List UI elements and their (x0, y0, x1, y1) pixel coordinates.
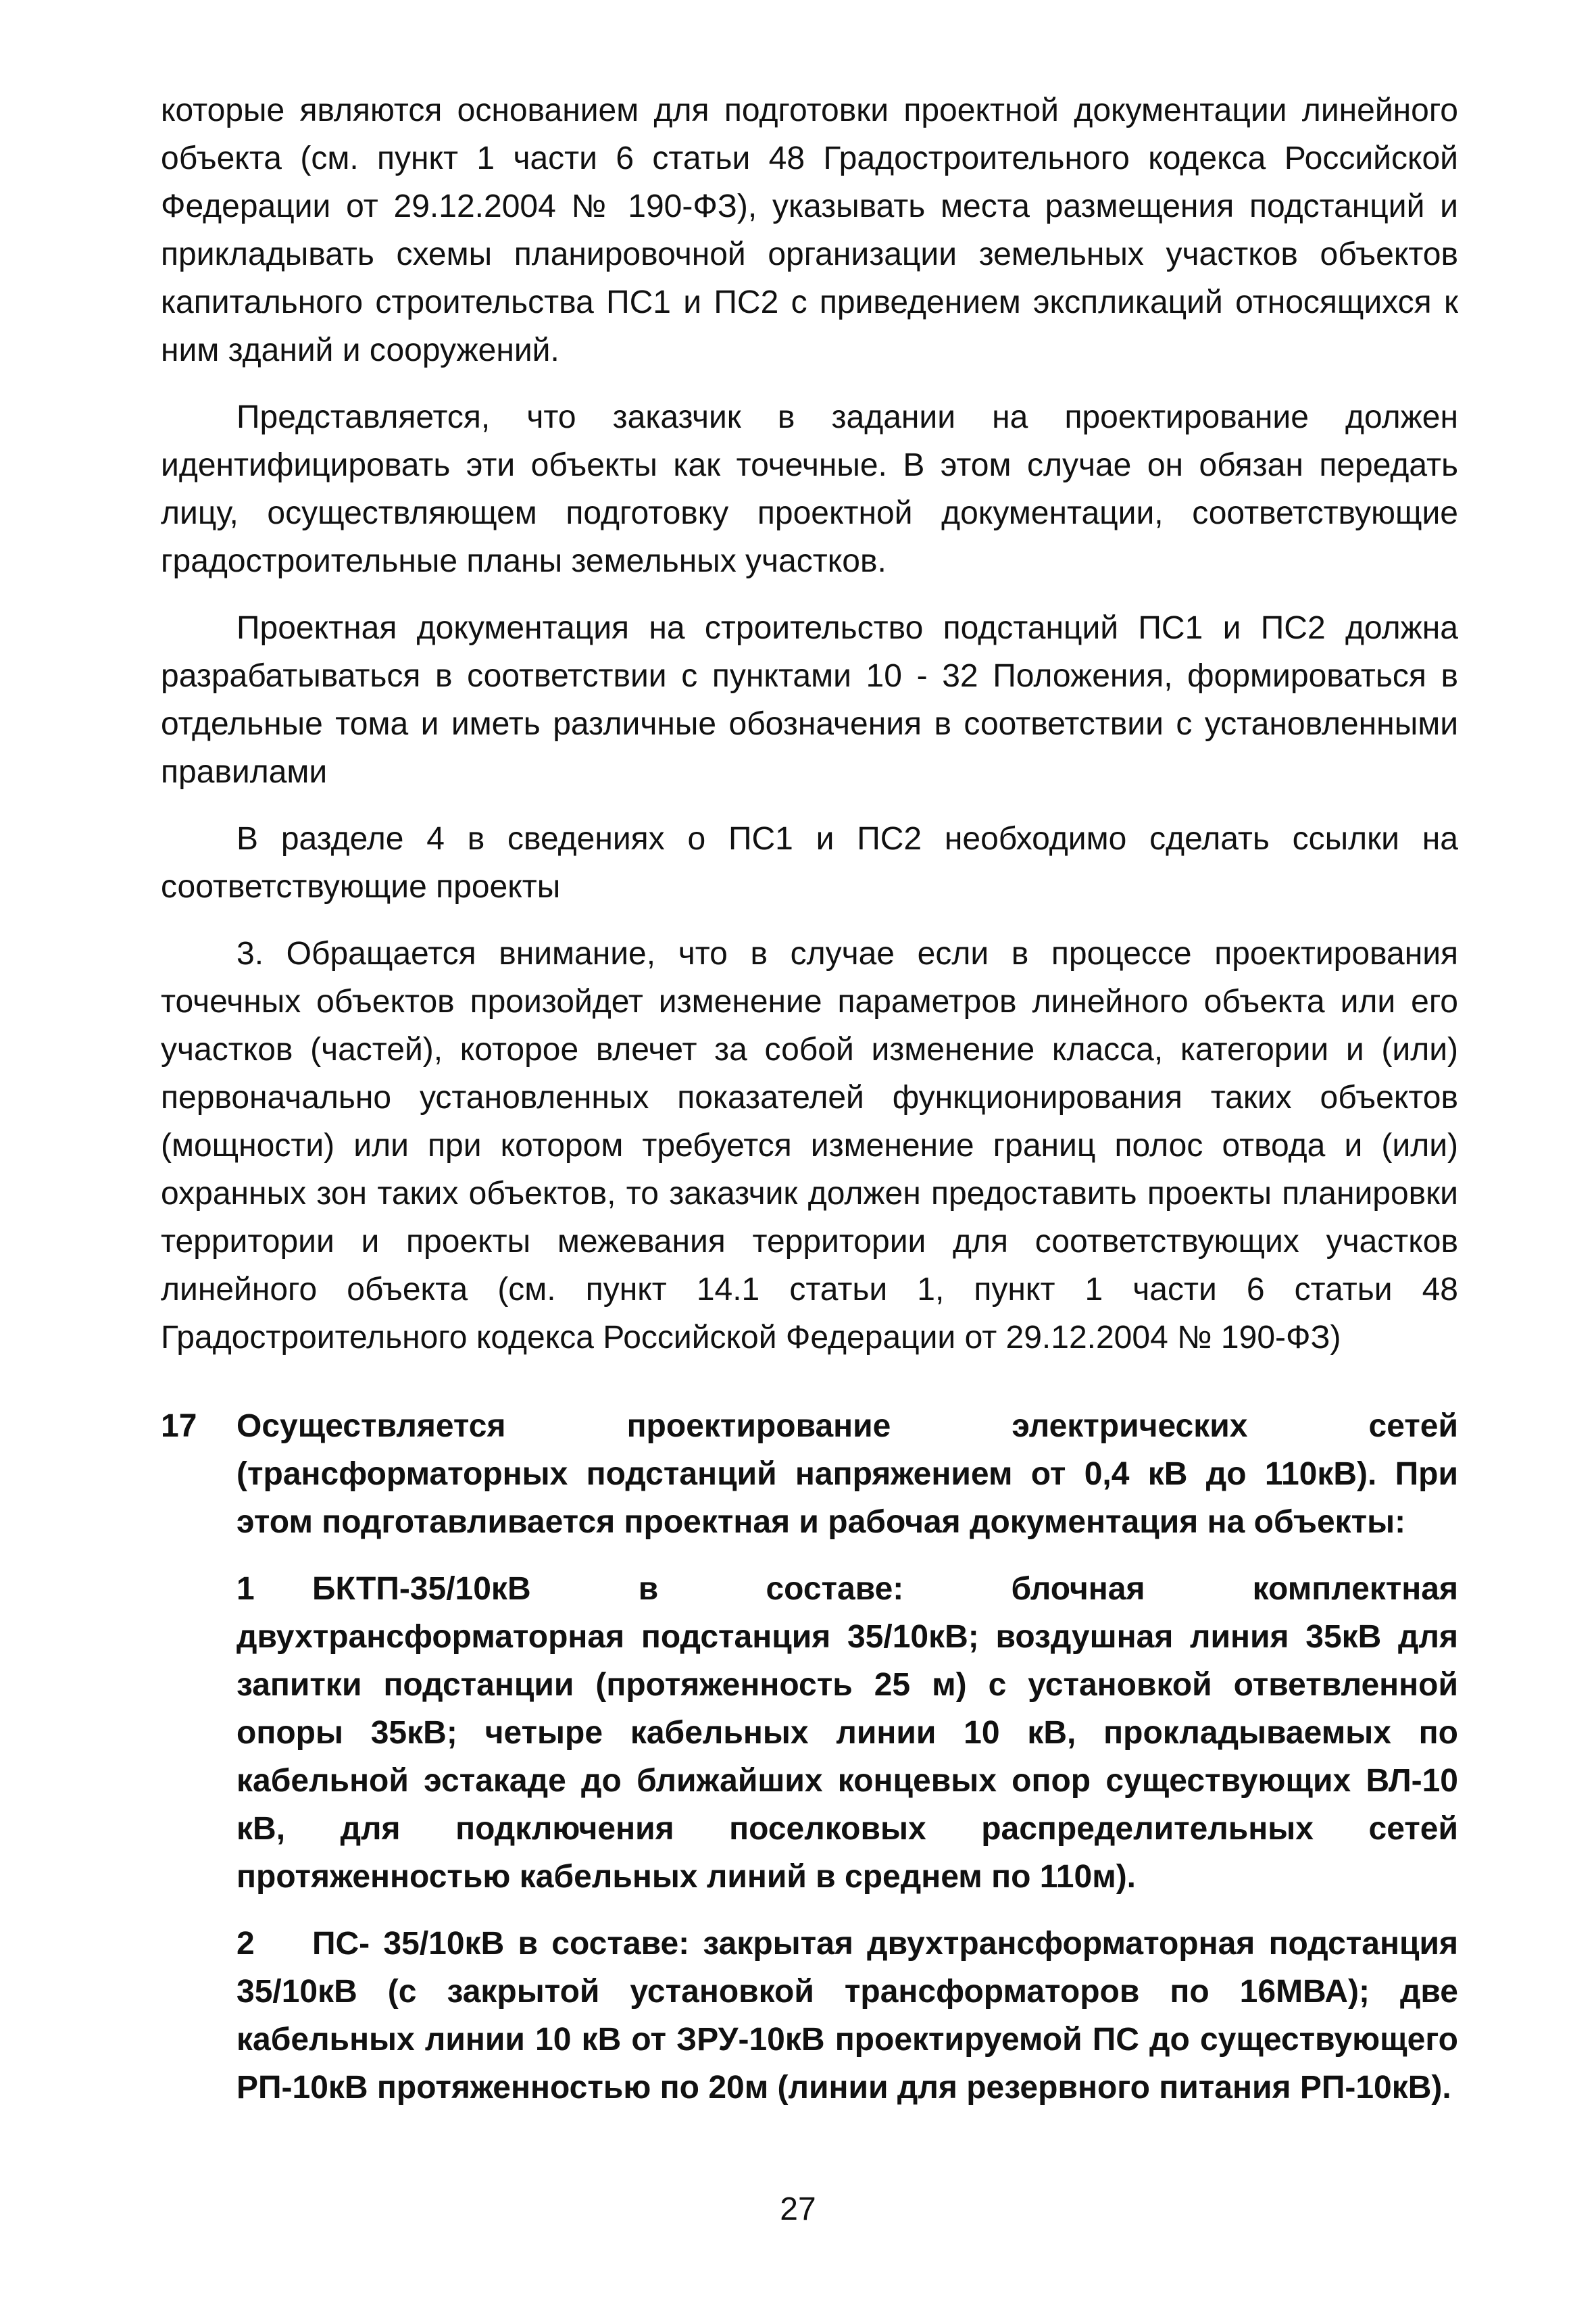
paragraph-continuation: которые являются основанием для подготовки проектной документации линейного объекта (см. пункт 1 части 6 статьи 48 Градостроительного кодекса Российской Федерации от 29.12.2004 № 190-ФЗ), указывать места размещения подстанций и прикладывать схемы планировочной организации земельных участков объектов капитального строительства ПС1 и ПС2 с приведением экспликаций относящихся к ним зданий и сооружений. (161, 93, 1458, 368)
paragraph-project-docs: Проектная документация на строительство подстанций ПС1 и ПС2 должна разрабатываться в соответствии с пунктами 10 - 32 Положения, формироваться в отдельные тома и иметь различные обозначения в соответствии с установленными правилами (161, 610, 1458, 790)
item-17-text: Осуществляется проектирование электрических сетей (трансформаторных подстанций напряжением от 0,4 кВ до 110кВ). При этом подготавливается проектная и рабочая документация на объекты: (236, 1408, 1458, 1540)
item-17 (161, 1402, 1458, 2112)
document-page (161, 86, 1458, 2112)
paragraph-note-3: 3. Обращается внимание, что в случае если в процессе проектирования точечных объектов произойдет изменение параметров линейного объекта или его участков (частей), которое влечет за собой изменение класса, категории и (или) первоначально установленных показателей функционирования таких объектов (мощности) или при котором требуется изменение границ полос отвода и (или) охранных зон таких объектов, то заказчик должен предоставить проекты планировки территории и проекты межевания территории для соответствующих участков линейного объекта (см. пункт 14.1 статьи 1, пункт 1 части 6 статьи 48 Градостроительного кодекса Российской Федерации от 29.12.2004 № 190-ФЗ) (161, 936, 1458, 1355)
subitem-2-number: 2 (236, 1926, 255, 1962)
paragraph-section-4: В разделе 4 в сведениях о ПС1 и ПС2 необходимо сделать ссылки на соответствующие проекты (161, 821, 1458, 905)
page-number: 27 (780, 2191, 816, 2227)
item-17-number: 17 (161, 1408, 197, 1444)
subitem-1-text: БКТП-35/10кВ в составе: блочная комплектная двухтрансформаторная подстанция 35/10кВ; воздушная линия 35кВ для запитки подстанции (протяженность 25 м) с установкой ответвленной опоры 35кВ; четыре кабельных линии 10 кВ, прокладываемых по кабельной эстакаде до ближайших концевых опор существующих ВЛ-10 кВ, для подключения поселковых распределительных сетей протяженностью кабельных линий в среднем по 110м). (236, 1571, 1458, 1895)
subitem-1 (236, 1565, 1458, 1901)
subitem-2-text: ПС- 35/10кВ в составе: закрытая двухтрансформаторная подстанция 35/10кВ (с закрытой установкой трансформаторов по 16МВА); две кабельных линии 10 кВ от ЗРУ-10кВ проектируемой ПС до существующего РП-10кВ протяженностью по 20м (линии для резервного питания РП-10кВ). (236, 1926, 1458, 2106)
paragraph-customer-task: Представляется, что заказчик в задании на проектирование должен идентифицировать эти объекты как точечные. В этом случае он обязан передать лицу, осуществляющем подготовку проектной документации, соответствующие градостроительные планы земельных участков. (161, 399, 1458, 579)
subitem-2 (236, 1920, 1458, 2112)
subitem-1-number: 1 (236, 1571, 255, 1607)
